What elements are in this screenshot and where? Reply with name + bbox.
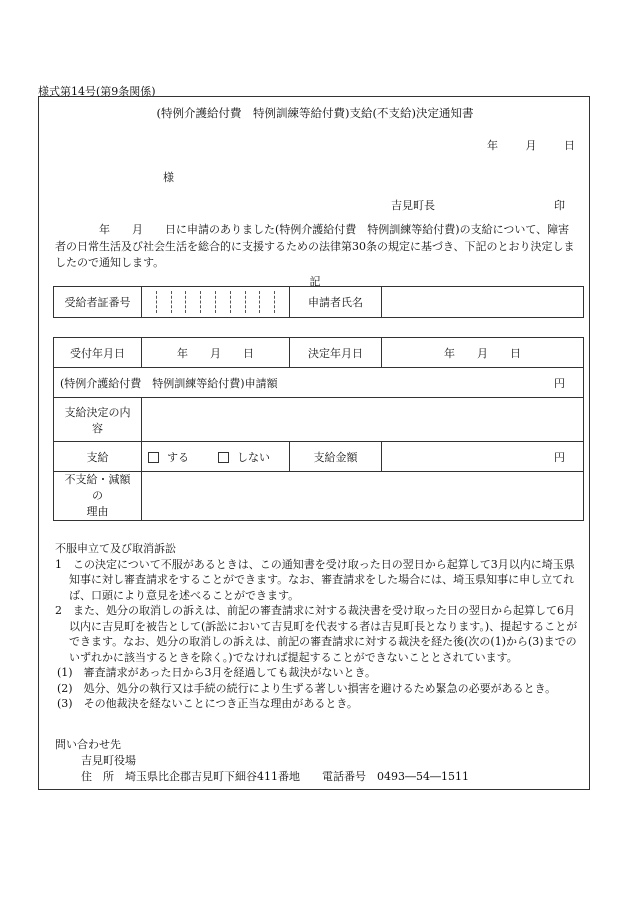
reason-label-line2: 理由 — [86, 505, 109, 518]
payment-no-checkbox[interactable] — [218, 452, 229, 463]
appeal-item-2: (2) 処分、処分の執行又は手続の続行により生ずる著しい損害を避けるため緊急の必要があるとき。 — [57, 681, 557, 695]
cert-digit-box[interactable] — [201, 291, 216, 313]
reason-label-line1: 不支給・減額の — [64, 473, 131, 502]
cert-digit-box[interactable] — [216, 291, 231, 313]
decision-table — [53, 337, 584, 521]
payment-amount-label: 支給金額 — [290, 442, 382, 472]
addressee-suffix: 様 — [163, 171, 174, 184]
appeal-item-1: (1) 審査請求があった日から3月を経過しても裁決がないとき。 — [57, 666, 377, 679]
cert-number-label: 受給者証番号 — [54, 287, 142, 318]
payment-label: 支給 — [54, 442, 142, 472]
document-title: (特例介護給付費 特例訓練等給付費)支給(不支給)決定通知書 — [156, 106, 474, 120]
decision-date-label: 決定年月日 — [290, 338, 382, 368]
cert-digit-box[interactable] — [260, 291, 275, 313]
receipt-date-label: 受付年月日 — [54, 338, 142, 368]
payment-options — [142, 442, 290, 472]
decision-content-field[interactable] — [142, 398, 584, 442]
applicant-name-field[interactable] — [382, 287, 584, 318]
payment-amount-yen[interactable]: 円 — [382, 442, 584, 472]
cert-digit-box[interactable] — [142, 291, 157, 313]
issuer-name: 吉見町長 — [391, 199, 435, 212]
date-month: 月 — [525, 139, 537, 152]
appeal-section — [55, 541, 585, 712]
cert-number-boxes[interactable] — [142, 287, 290, 318]
appeal-heading: 不服申立て及び取消訴訟 — [55, 542, 176, 555]
seal-mark: 印 — [554, 199, 565, 212]
reason-label — [54, 472, 142, 521]
cert-digit-box[interactable] — [275, 291, 289, 313]
requested-amount-row[interactable] — [54, 368, 584, 398]
appeal-item-3: (3) その他裁決を経ないことにつき正当な理由があるとき。 — [57, 697, 358, 710]
receipt-date-field[interactable]: 年 月 日 — [142, 338, 290, 368]
payment-no-label: しない — [237, 450, 270, 464]
inquiry-office: 吉見町役場 — [81, 754, 136, 767]
payment-yes-label: する — [167, 450, 189, 464]
appeal-paragraph-1: 1 この決定について不服があるときは、この通知書を受け取った日の翌日から起算して3月以内に埼玉県知事に対し審査請求をすることができます。なお、審査請求をした場合には、埼玉県知事に申し立てれば、口頭により意見を述べることができます。 — [55, 557, 575, 602]
cert-digit-box[interactable] — [246, 291, 261, 313]
inquiry-address: 住 所 埼玉県比企郡吉見町下細谷411番地 電話番号 0493―54―1511 — [81, 770, 469, 783]
date-day: 日 — [564, 139, 575, 152]
date-year: 年 — [487, 139, 498, 152]
appeal-paragraph-2: 2 また、処分の取消しの訴えは、前記の審査請求に対する裁決書を受け取った日の翌日から起算して6月以内に吉見町を被告として(訴訟において吉見町を代表する者は吉見町長となります。)、提起することができます。なお、処分の取消しの訴えは、前記の審査請求に対する裁決を経た後(次の(1)から(3)までのいずれかに該当するときを除く。)でなければ提起することができないこととされています。 — [55, 604, 578, 664]
applicant-name-label: 申請者氏名 — [290, 287, 382, 318]
ki-heading: 記 — [309, 275, 321, 288]
requested-amount-yen: 円 — [554, 376, 565, 390]
cert-digit-box[interactable] — [157, 291, 172, 313]
reason-field[interactable] — [142, 472, 584, 521]
certificate-table — [53, 286, 584, 318]
notice-frame — [38, 96, 590, 790]
form-number-label: 様式第14号(第9条関係) — [38, 85, 156, 98]
cert-digit-box[interactable] — [172, 291, 187, 313]
cert-digit-box[interactable] — [186, 291, 201, 313]
decision-date-field[interactable]: 年 月 日 — [382, 338, 584, 368]
issue-date — [463, 137, 575, 153]
decision-content-label: 支給決定の内容 — [54, 398, 142, 442]
inquiry-section — [55, 737, 469, 785]
notice-body: 年 月 日に申請のありました(特例介護給付費 特例訓練等給付費)の支給について、障害者の日常生活及び社会生活を総合的に支援するための法律第30条の規定に基づき、下記のとおり決定しましたので通知します。 — [55, 223, 575, 269]
inquiry-heading: 問い合わせ先 — [55, 738, 121, 751]
requested-amount-label: (特例介護給付費 特例訓練等給付費)申請額 — [60, 376, 278, 390]
cert-digit-box[interactable] — [231, 291, 246, 313]
payment-yes-checkbox[interactable] — [148, 452, 159, 463]
